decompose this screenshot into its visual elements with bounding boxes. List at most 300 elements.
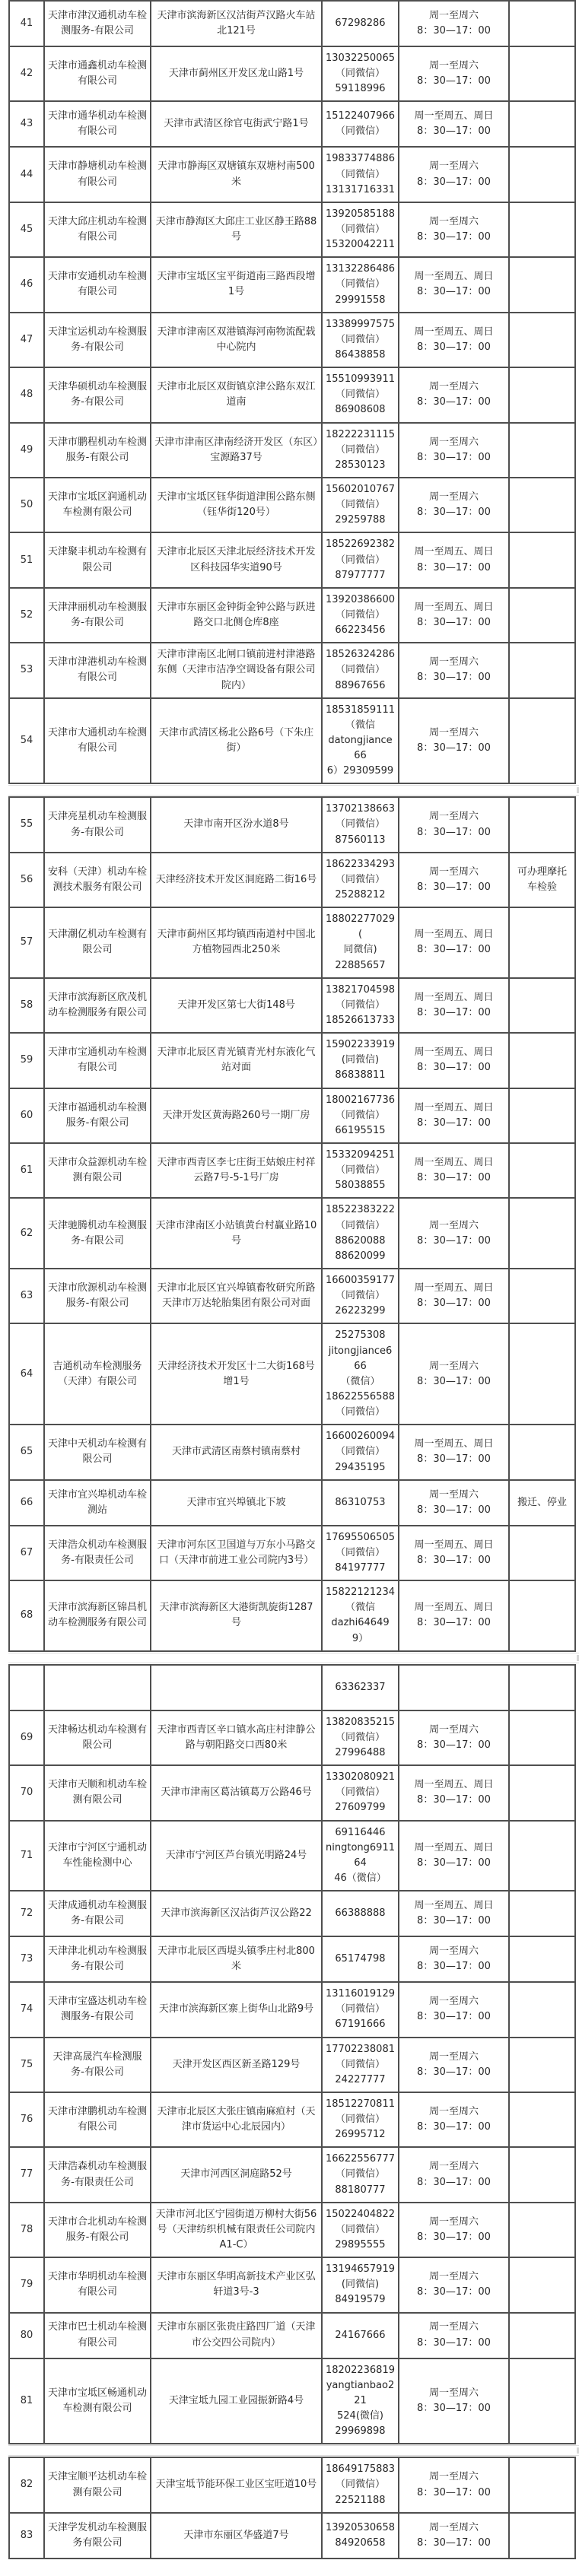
business-hours-cell — [399, 1821, 509, 1892]
cell-line: 67298286 — [335, 17, 386, 29]
cell-line: ningtong691164 — [326, 1841, 395, 1869]
cell-line: 周一至周六 — [428, 1488, 479, 1501]
note-cell — [509, 1323, 575, 1425]
cell-line: （同微信） — [335, 389, 385, 401]
cell-line: （微信 — [345, 719, 375, 731]
company-name-cell: 天津市静塘机动车检测有限公司 — [44, 147, 151, 202]
address-cell: 天津市西青区李七庄街王姑娘庄村祥云路7号-5-1号厂房 — [151, 1143, 322, 1198]
cell-line: 65174798 — [335, 1953, 386, 1965]
cell-line: 18526613733 — [326, 1015, 395, 1027]
row-number-cell: 74 — [9, 1982, 44, 2037]
cell-line: 8：30—17：00 — [417, 2486, 491, 2498]
cell-line: 8：30—17：00 — [417, 396, 491, 408]
cell-line: （微信 — [345, 1602, 375, 1614]
cell-line: 8：30—17：00 — [417, 2536, 491, 2549]
cell-line: 15902233919 — [326, 1039, 395, 1051]
row-number-cell: 50 — [9, 478, 44, 532]
address-cell: 天津市津南区葛沽镇葛万公路46号 — [151, 1765, 322, 1820]
row-number-cell — [9, 1665, 44, 1710]
company-name-cell: 天津驰腾机动车检测服务-有限公司 — [44, 1198, 151, 1269]
phone-cell — [322, 1, 399, 46]
address-cell: 天津市津南区双港镇海河南物流配载中心院内 — [151, 313, 322, 367]
row-number-cell: 54 — [9, 698, 44, 784]
address-cell: 天津市武清区徐官屯街武宁路1号 — [151, 101, 322, 147]
cell-line: （同微信） — [335, 443, 385, 456]
address-cell: 天津市滨海新区汉沽街芦汉路火车站北121号 — [151, 1, 322, 46]
cell-line: 8：30—17：00 — [417, 25, 491, 37]
row-number-cell: 63 — [9, 1269, 44, 1323]
address-cell: 天津宝坻九园工业园振新路4号 — [151, 2358, 322, 2444]
phone-cell — [322, 101, 399, 147]
cell-line: 18512270811 — [326, 2098, 395, 2110]
table-row — [9, 1982, 575, 2037]
cell-line: 8：30—17：00 — [417, 2402, 491, 2414]
cell-line: 8：30—17：00 — [417, 231, 491, 243]
cell-line: 25275308 — [335, 1329, 386, 1342]
cell-line: 13821704598 — [326, 983, 395, 996]
row-number-cell: 76 — [9, 2092, 44, 2147]
company-name-cell: 天津市通华机动车检测有限公司 — [44, 101, 151, 147]
cell-line: 8：30—17：00 — [417, 561, 491, 573]
company-name-cell: 天津市宝通机动车检测有限公司 — [44, 1033, 151, 1088]
cell-line: 周一至周六 — [428, 2471, 479, 2483]
cell-line: 周一至周六 — [428, 60, 479, 72]
table-row — [9, 1765, 575, 1820]
company-name-cell: 天津学发机动车检测服务有限公司 — [44, 2513, 151, 2559]
cell-line: 46（微信） — [334, 1872, 387, 1884]
address-cell: 天津市滨海新区寨上街华山北路9号 — [151, 1982, 322, 2037]
note-cell — [509, 2313, 575, 2358]
cell-line: 18522692382 — [326, 538, 395, 551]
row-number-cell: 59 — [9, 1033, 44, 1088]
note-cell — [509, 367, 575, 422]
note-cell — [509, 1982, 575, 2037]
address-cell: 天津市西青区辛口镇水高庄村津静公路与朝阳路交口西80米 — [151, 1710, 322, 1765]
row-number-cell: 57 — [9, 907, 44, 978]
row-number-cell: 78 — [9, 2203, 44, 2257]
note-cell — [509, 2203, 575, 2257]
note-cell — [509, 1088, 575, 1143]
note-cell — [509, 1269, 575, 1323]
cell-line: jitongjiance666 — [328, 1345, 393, 1372]
table-row — [9, 147, 575, 202]
row-number-cell: 43 — [9, 101, 44, 147]
section-break-divider — [8, 2445, 579, 2456]
company-name-cell: 天津聚丰机动车检测有限公司 — [44, 532, 151, 587]
cell-line: 15510993911 — [326, 373, 395, 386]
cell-line: 19833774886 — [326, 153, 395, 165]
cell-line: 15602010767 — [326, 483, 395, 495]
cell-line: 8：30—17：00 — [417, 1739, 491, 1751]
cell-line: 周一至周五、周日 — [414, 1779, 494, 1791]
company-name-cell: 天津市宝坻区畅通机动车检测有限公司 — [44, 2358, 151, 2444]
address-cell: 天津市北辰区西堤头镇季庄村北800米 — [151, 1936, 322, 1982]
phone-cell — [322, 1033, 399, 1088]
cell-line: 8：30—17：00 — [417, 341, 491, 353]
cell-line: 周一至周六 — [428, 656, 479, 669]
cell-line: （同微信） — [335, 1219, 385, 1231]
phone-cell — [322, 2358, 399, 2444]
company-name-cell: 安科（天津）机动车检测技术服务有限公司 — [44, 853, 151, 907]
note-cell — [509, 202, 575, 257]
cell-line: 周一至周五、周日 — [414, 1841, 494, 1853]
note-cell: 搬迁、停业 — [509, 1480, 575, 1526]
note-cell — [509, 797, 575, 852]
table-row — [9, 1, 575, 46]
cell-line: 69116446 — [335, 1826, 386, 1838]
cell-line: 周一至周六 — [428, 2521, 479, 2533]
address-cell: 天津市北辰区天津北辰经济技术开发区科技园华实道90号 — [151, 532, 322, 587]
cell-line: 66388888 — [335, 1907, 386, 1919]
cell-line: 16600359177 — [326, 1275, 395, 1286]
company-name-cell: 天津市合北机动车检测服务-有限公司 — [44, 2203, 151, 2257]
business-hours-cell — [399, 532, 509, 587]
business-hours-cell — [399, 1665, 509, 1710]
business-hours-cell — [399, 147, 509, 202]
cell-line: 22521188 — [335, 2494, 386, 2506]
cell-line: （同微信） — [335, 1446, 385, 1458]
business-hours-cell — [399, 1480, 509, 1526]
cell-line: (同微信) — [341, 2279, 380, 2291]
note-cell — [509, 101, 575, 147]
row-number-cell: 42 — [9, 46, 44, 101]
cell-line: 8：30—17：00 — [417, 1116, 491, 1129]
inspection-station-table — [8, 0, 576, 784]
note-cell — [509, 1936, 575, 1982]
table-row — [9, 1033, 575, 1088]
phone-cell — [322, 588, 399, 643]
company-name-cell: 天津市宝盛达机动车检测服务-有限公司 — [44, 1982, 151, 2037]
row-number-cell: 64 — [9, 1323, 44, 1425]
cell-line: datongjiance66 — [328, 734, 393, 762]
table-row — [9, 1936, 575, 1982]
cell-line: 13302080921 — [326, 1771, 395, 1784]
cell-line: 周一至周六 — [428, 811, 479, 823]
table-row — [9, 313, 575, 367]
note-cell — [509, 698, 575, 784]
cell-line: 8：30—17：00 — [417, 1617, 491, 1629]
cell-line: 87977777 — [335, 569, 386, 581]
phone-cell — [322, 202, 399, 257]
cell-line: 8：30—17：00 — [417, 826, 491, 838]
cell-line: （同微信） — [335, 2114, 385, 2126]
table-row — [9, 2203, 575, 2257]
business-hours-cell — [399, 1580, 509, 1651]
business-hours-cell — [399, 1269, 509, 1323]
cell-line: 84919579 — [335, 2294, 386, 2306]
address-cell: 天津市东丽区华明高新技术产业区弘轩道3号-3 — [151, 2257, 322, 2312]
phone-cell — [322, 367, 399, 422]
business-hours-cell — [399, 2092, 509, 2147]
company-name-cell: 天津市宜兴埠机动车检测站 — [44, 1480, 151, 1526]
cell-line: 13389997575 — [326, 318, 395, 330]
cell-line: （同微信） — [335, 1164, 385, 1177]
cell-line: 28530123 — [335, 459, 386, 471]
phone-cell — [322, 2313, 399, 2358]
phone-cell — [322, 46, 399, 101]
note-cell — [509, 2358, 575, 2444]
address-cell: 天津市河东区卫国道与万东小马路交口（天津市前进工业公司院内3号） — [151, 1526, 322, 1580]
cell-line: 86310753 — [335, 1496, 386, 1508]
phone-cell — [322, 313, 399, 367]
business-hours-cell — [399, 698, 509, 784]
address-cell: 天津市静海区大邱庄工业区静王路88号 — [151, 202, 322, 257]
address-cell: 天津市蓟州区开发区龙山路1号 — [151, 46, 322, 101]
phone-cell — [322, 1580, 399, 1651]
cell-line: 周一至周六 — [428, 1723, 479, 1736]
table-row — [9, 478, 575, 532]
note-cell — [509, 46, 575, 101]
cell-line: 周一至周五、周日 — [414, 271, 494, 283]
company-name-cell: 天津潮亿机动车检测有限公司 — [44, 907, 151, 978]
company-name-cell: 吉通机动车检测服务（天津）有限公司 — [44, 1323, 151, 1425]
row-number-cell: 47 — [9, 313, 44, 367]
phone-cell — [322, 1323, 399, 1425]
cell-line: 59118996 — [335, 83, 386, 95]
cell-line: （同微信） — [335, 125, 385, 138]
address-cell: 天津宝坻节能环保工业区宝旺道10号 — [151, 2457, 322, 2512]
address-cell: 天津市静海区双塘镇东双塘村南500米 — [151, 147, 322, 202]
company-name-cell: 天津津北机动车检测服务-有限公司 — [44, 1936, 151, 1982]
cell-line: 8：30—17：00 — [417, 1504, 491, 1516]
address-cell: 天津市宝坻区宝平街道南三路西段增1号 — [151, 257, 322, 312]
table-row — [9, 2513, 575, 2559]
cell-line: 24227777 — [335, 2073, 386, 2085]
cell-line: （同微信） — [335, 333, 385, 345]
business-hours-cell — [399, 978, 509, 1033]
cell-line: 15122407966 — [326, 110, 395, 122]
note-cell — [509, 423, 575, 478]
cell-line: 周一至周五、周日 — [414, 110, 494, 122]
company-name-cell: 天津市滨海新区锦昌机动车检测服务有限公司 — [44, 1580, 151, 1651]
row-number-cell: 46 — [9, 257, 44, 312]
business-hours-cell — [399, 202, 509, 257]
phone-cell — [322, 2257, 399, 2312]
cell-line: 8：30—17：00 — [417, 881, 491, 893]
note-cell — [509, 978, 575, 1033]
business-hours-cell — [399, 1982, 509, 2037]
cell-line: 8：30—17：00 — [417, 1006, 491, 1018]
table-row — [9, 101, 575, 147]
phone-cell — [322, 1425, 399, 1479]
cell-line: （同微信） — [335, 278, 385, 291]
row-number-cell: 53 — [9, 643, 44, 697]
cell-line: 周一至周六 — [428, 2321, 479, 2333]
table-row — [9, 367, 575, 422]
company-name-cell: 天津市华明机动车检测有限公司 — [44, 2257, 151, 2312]
phone-cell — [322, 257, 399, 312]
cell-line: 17702238081 — [326, 2043, 395, 2055]
inspection-station-table — [8, 796, 576, 1651]
address-cell: 天津市北辰区大张庄镇南麻疸村（天津市货运中心北辰园内） — [151, 2092, 322, 2147]
cell-line: 67191666 — [335, 2019, 386, 2031]
cell-line: 22885657 — [335, 959, 386, 971]
cell-line: 13131716331 — [326, 183, 395, 195]
address-cell: 天津市蓟州区邦均镇西南道村中国北方植物园西北250米 — [151, 907, 322, 978]
cell-line: 8：30—17：00 — [417, 1172, 491, 1184]
cell-line: (同微信) — [341, 1054, 380, 1066]
company-name-cell: 天津市宝坻区润通机动车检测有限公司 — [44, 478, 151, 532]
section-break-divider — [8, 785, 579, 796]
business-hours-cell — [399, 2457, 509, 2512]
cell-line: 8：30—17：00 — [417, 2336, 491, 2349]
table-row — [9, 1891, 575, 1936]
cell-line: （同微信） — [335, 1109, 385, 1121]
address-cell: 天津市北辰区宜兴埠镇畜牧研究所路天津市万达轮胎集团有限公司对面 — [151, 1269, 322, 1323]
business-hours-cell — [399, 1526, 509, 1580]
cell-line: 周一至周五、周日 — [414, 326, 494, 338]
row-number-cell: 48 — [9, 367, 44, 422]
business-hours-cell — [399, 1323, 509, 1425]
cell-line: （同微信） — [335, 608, 385, 621]
table-row — [9, 853, 575, 907]
cell-line: （同微信） — [335, 554, 385, 566]
row-number-cell: 66 — [9, 1480, 44, 1526]
cell-line: 8：30—17：00 — [417, 672, 491, 684]
company-name-cell: 天津畅达机动车检测有限公司 — [44, 1710, 151, 1765]
cell-line: 524(微信) — [337, 2410, 383, 2422]
phone-cell — [322, 1269, 399, 1323]
row-number-cell: 82 — [9, 2457, 44, 2512]
business-hours-cell — [399, 2147, 509, 2202]
phone-cell — [322, 978, 399, 1033]
row-number-cell: 70 — [9, 1765, 44, 1820]
phone-cell — [322, 1765, 399, 1820]
table-row — [9, 2038, 575, 2092]
row-number-cell: 51 — [9, 532, 44, 587]
address-cell: 天津市津南区小站镇黄台村赢业路10号 — [151, 1198, 322, 1269]
company-name-cell: 天津市安通机动车检测有限公司 — [44, 257, 151, 312]
company-name-cell: 天津亮星机动车检测服务-有限公司 — [44, 797, 151, 852]
table-row — [9, 2147, 575, 2202]
cell-line: 周一至周五、周日 — [414, 1539, 494, 1551]
cell-line: 13194657919 — [326, 2263, 395, 2276]
note-cell — [509, 1425, 575, 1479]
business-hours-cell — [399, 2038, 509, 2092]
phone-cell — [322, 1665, 399, 1710]
table-row — [9, 1526, 575, 1580]
cell-line: 87560113 — [335, 834, 386, 846]
cell-line: （同微信） — [335, 2168, 385, 2181]
cell-line: 13920386600 — [326, 593, 395, 605]
table-row — [9, 907, 575, 978]
company-name-cell: 天津市鹏程机动车检测服务-有限公司 — [44, 423, 151, 478]
business-hours-cell — [399, 46, 509, 101]
company-name-cell: 天津市众益源机动车检测有限公司 — [44, 1143, 151, 1198]
address-cell: 天津市河西区洞庭路52号 — [151, 2147, 322, 2202]
cell-line: （同微信） — [335, 223, 385, 235]
table-row — [9, 1710, 575, 1765]
table-row — [9, 1269, 575, 1323]
row-number-cell: 65 — [9, 1425, 44, 1479]
cell-line: 66195515 — [335, 1124, 386, 1136]
row-number-cell: 77 — [9, 2147, 44, 2202]
phone-cell — [322, 2038, 399, 2092]
table-row — [9, 797, 575, 852]
business-hours-cell — [399, 1198, 509, 1269]
note-cell — [509, 1665, 575, 1710]
table-row — [9, 202, 575, 257]
address-cell: 天津市宝坻区钰华街道津围公路东侧（钰华街120号） — [151, 478, 322, 532]
cell-line: 8：30—17：00 — [417, 617, 491, 628]
note-cell — [509, 1580, 575, 1651]
note-cell — [509, 907, 575, 978]
table-row — [9, 698, 575, 784]
address-cell: 天津市东丽区华盛道7号 — [151, 2513, 322, 2559]
cell-line: 周一至周六 — [428, 2105, 479, 2117]
company-name-cell: 天津市巴士机动车检测有限公司 — [44, 2313, 151, 2358]
note-cell — [509, 588, 575, 643]
cell-line: 周一至周六 — [428, 866, 479, 878]
note-cell — [509, 1143, 575, 1198]
business-hours-cell — [399, 478, 509, 532]
cell-line: 周一至周六 — [428, 2161, 479, 2173]
cell-line: 29969898 — [335, 2425, 386, 2438]
row-number-cell: 79 — [9, 2257, 44, 2312]
cell-line: 27609799 — [335, 1802, 386, 1814]
table-row — [9, 2313, 575, 2358]
company-name-cell: 天津市滨海新区欣茂机动车检测服务有限公司 — [44, 978, 151, 1033]
cell-line: （同微信） — [335, 664, 385, 676]
address-cell: 天津市滨海新区大港街凯旋街1287号 — [151, 1580, 322, 1651]
row-number-cell: 62 — [9, 1198, 44, 1269]
cell-line: 13920530658 — [326, 2521, 395, 2533]
cell-line: （微信） — [340, 1375, 380, 1387]
cell-line: 86838811 — [335, 1069, 386, 1082]
cell-line: （同微信） — [335, 2223, 385, 2235]
phone-cell — [322, 532, 399, 587]
phone-cell — [322, 423, 399, 478]
phone-cell — [322, 1198, 399, 1269]
row-number-cell: 44 — [9, 147, 44, 202]
note-cell — [509, 1891, 575, 1936]
cell-line: 8：30—17：00 — [417, 286, 491, 298]
note-cell — [509, 1, 575, 46]
business-hours-cell — [399, 853, 509, 907]
inspection-station-table — [8, 2457, 576, 2559]
company-name-cell: 天津市津汉通机动车检测服务-有限公司 — [44, 1, 151, 46]
cell-line: 18222231115 — [326, 428, 395, 440]
note-cell — [509, 532, 575, 587]
cell-line: 18202236819 — [326, 2364, 395, 2376]
table-row — [9, 1088, 575, 1143]
row-number-cell: 49 — [9, 423, 44, 478]
cell-line: 周一至周五、周日 — [414, 1282, 494, 1294]
cell-line: 周一至周五、周日 — [414, 1438, 494, 1450]
cell-line: 13116019129 — [326, 1988, 395, 2000]
cell-line: 8：30—17：00 — [417, 2231, 491, 2243]
phone-cell — [322, 797, 399, 852]
company-name-cell: 天津市福通机动车检测服务-有限公司 — [44, 1088, 151, 1143]
note-cell — [509, 313, 575, 367]
row-number-cell: 55 — [9, 797, 44, 852]
cell-line: （同微信） — [335, 168, 385, 180]
cell-line: 周一至周六 — [428, 1996, 479, 2008]
cell-line: dazhi646499） — [331, 1617, 390, 1644]
cell-line: 周一至周六 — [428, 491, 479, 503]
business-hours-cell — [399, 423, 509, 478]
table-row — [9, 2257, 575, 2312]
cell-line: （同微信） — [335, 2479, 385, 2491]
row-number-cell: 56 — [9, 853, 44, 907]
company-name-cell: 天津市大通机动车检测有限公司 — [44, 698, 151, 784]
cell-line: 8：30—17：00 — [417, 1375, 491, 1387]
cell-line: 84920658 — [335, 2536, 386, 2549]
table-row — [9, 1480, 575, 1526]
phone-cell — [322, 1936, 399, 1982]
cell-line: 25288212 — [335, 889, 386, 901]
note-cell — [509, 2513, 575, 2559]
